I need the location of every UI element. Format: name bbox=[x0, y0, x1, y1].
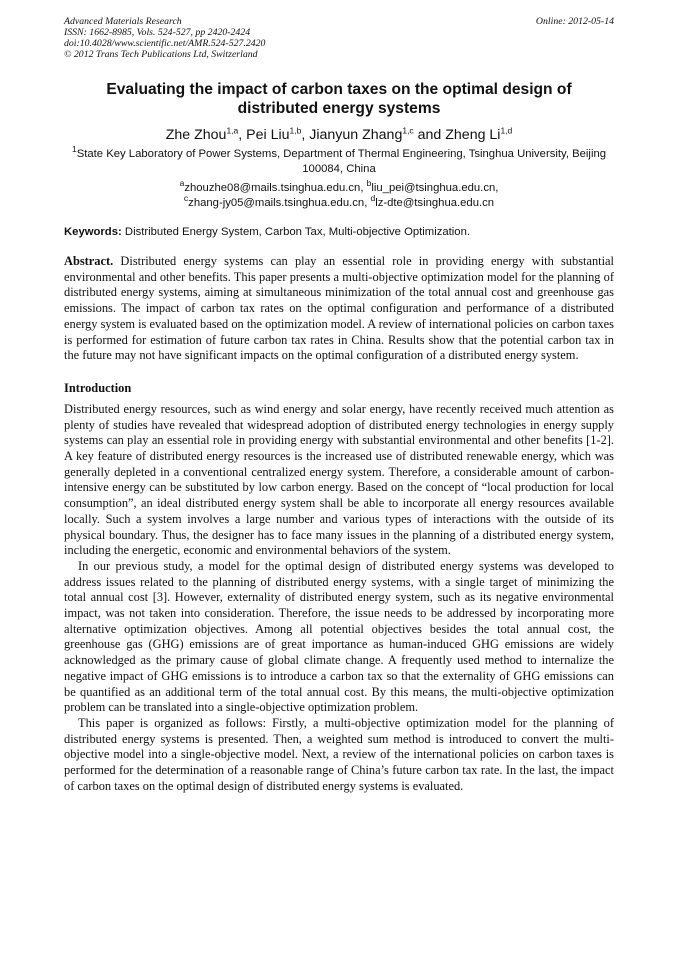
email-line bbox=[64, 178, 614, 196]
section-heading-introduction: Introduction bbox=[64, 380, 132, 395]
author-affiliation-mark: 1,d bbox=[500, 125, 513, 136]
author-affiliation-mark: 1,c bbox=[402, 125, 414, 136]
author-affiliation-mark: 1,b bbox=[289, 125, 302, 136]
journal-header bbox=[64, 16, 614, 60]
affiliation-text: State Key Laboratory of Power Systems, Department of Thermal Engineering, Tsinghua University, Beijing 100084, China bbox=[76, 148, 607, 175]
online-date: Online: 2012-05-14 bbox=[535, 16, 614, 27]
email-mark: c bbox=[183, 192, 189, 203]
email-address: lz-dte@tsinghua.edu.cn bbox=[375, 196, 495, 209]
author bbox=[166, 127, 246, 143]
affiliation-mark: 1 bbox=[71, 144, 77, 155]
email-address: zhang-jy05@mails.tsinghua.edu.cn bbox=[188, 196, 365, 209]
author-affiliation-mark: 1,a bbox=[226, 125, 239, 136]
author bbox=[309, 127, 445, 143]
journal-doi: doi:10.4028/www.scientific.net/AMR.524-527.2420 bbox=[64, 38, 266, 49]
paragraph: Distributed energy resources, such as wind energy and solar energy, have recently received much attention as plenty of studies have revealed that widespread adoption of distributed energy technologies in energy supply systems can play an essential role in providing energy with substantial environmental and other benefits [1-2]. A key feature of distributed energy resources is the increased use of distributed renewable energy, which was generally depleted in a conventional centralized energy system. Therefore, a considerable amount of carbon-intensive energy can be substituted by low carbon energy. Based on the concept of “local production for local consumption”, an ideal distributed energy system shall be able to incorporate all energy resources available locally. Such a system involves a large number and various types of interactions with the outside of its physical boundary. Thus, the designer has to face many issues in the planning of a distributed energy system, including the energetic, economic and environmental behaviors of the system. bbox=[64, 401, 614, 558]
author bbox=[246, 127, 309, 143]
abstract-label: Abstract. bbox=[64, 254, 114, 268]
author-separator: , bbox=[238, 127, 247, 143]
email-line bbox=[64, 192, 614, 211]
keywords bbox=[64, 225, 614, 239]
email-separator: , bbox=[364, 196, 371, 209]
email-address: zhouzhe08@mails.tsinghua.edu.cn bbox=[184, 182, 361, 194]
paper-title: Evaluating the impact of carbon taxes on the optimal design of distributed energy systems bbox=[106, 81, 572, 117]
author-list bbox=[64, 126, 614, 144]
keywords-label: Keywords: bbox=[64, 226, 122, 238]
journal-info bbox=[64, 16, 265, 60]
email-address: liu_pei@tsinghua.edu.cn bbox=[371, 182, 496, 194]
abstract-text: Distributed energy systems can play an essential role in providing energy with substantial environmental and other benefits. This paper presents a multi-objective optimization model for the planning of distributed energy systems, aiming at simultaneous minimization of the total annual cost and greenhouse gas emissions. The impact of carbon tax rates on the optimal configuration and performance of a distributed energy system is evaluated based on the optimization model. A review of international policies on carbon taxes is performed for estimation of future carbon tax rates in China. Results show that the potential carbon tax in the future may not have significant impacts on the optimal configuration of a distributed energy system. bbox=[64, 254, 614, 363]
affiliation bbox=[64, 144, 614, 176]
author bbox=[445, 127, 512, 143]
email-separator: , bbox=[495, 182, 499, 194]
author-name: Jianyun Zhang bbox=[309, 127, 403, 143]
paragraph: This paper is organized as follows: Firstly, a multi-objective optimization model for the planning of distributed energy systems is presented. Then, a weighted sum method is introduced to convert the multi-objective model into a single-objective model. Next, a review of the international policies on carbon taxes is performed for the determination of a reasonable range of China’s future carbon tax rate. In the last, the impact of carbon taxes on the optimal design of distributed energy systems is evaluated. bbox=[64, 715, 614, 793]
paragraph: In our previous study, a model for the optimal design of distributed energy systems was developed to address issues related to the planning of distributed energy systems, with a single target of minimizing the total annual cost [3]. However, externality of distributed energy system, such as its negative environmental impact, was not taken into consideration. Therefore, the issue needs to be addressed by incorporating more alternative optimization objectives. Among all potential objectives besides the total annual cost, the greenhouse gas (GHG) emissions are of great importance as human-induced GHG emissions are widely acknowledged as the primary cause of global climate change. A frequently used method to internalize the negative impact of GHG emissions is to introduce a carbon tax so that the externality of GHG emissions can be quantified as an additional term of the total annual cost. By this means, the multi-objective optimization problem can be translated into a single-objective optimization problem. bbox=[64, 558, 614, 715]
email-list bbox=[64, 178, 614, 210]
abstract bbox=[64, 254, 614, 364]
author-name: Zheng Li bbox=[445, 127, 501, 143]
email-mark: b bbox=[366, 178, 372, 189]
author-separator: and bbox=[413, 127, 446, 143]
author-name: Pei Liu bbox=[246, 127, 290, 143]
author-separator: , bbox=[301, 127, 310, 143]
journal-name: Advanced Materials Research bbox=[64, 16, 182, 27]
journal-copyright: © 2012 Trans Tech Publications Ltd, Switzerland bbox=[64, 49, 258, 60]
journal-issn: ISSN: 1662-8985, Vols. 524-527, pp 2420-2424 bbox=[64, 27, 251, 38]
email-mark: d bbox=[370, 192, 376, 203]
author-name: Zhe Zhou bbox=[165, 127, 227, 143]
keywords-text: Distributed Energy System, Carbon Tax, Multi-objective Optimization. bbox=[121, 226, 471, 238]
introduction-body bbox=[64, 402, 614, 795]
email-mark: a bbox=[179, 178, 185, 189]
email-separator: , bbox=[360, 182, 367, 194]
